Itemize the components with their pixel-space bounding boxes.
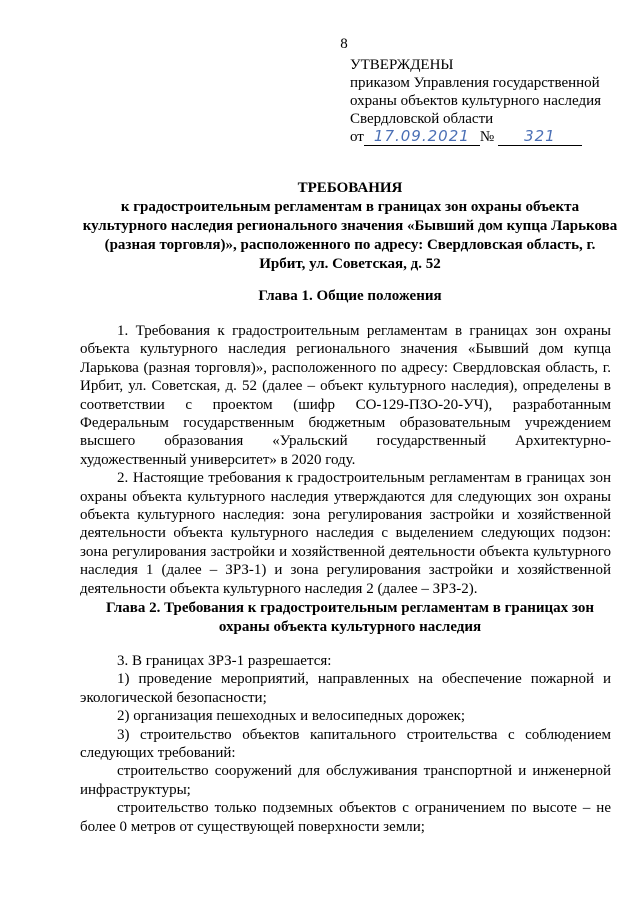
paragraph-2: 2. Настоящие требования к градостроительным регламентам в границах зон охраны объекта культурного наследия утверждаются для следующих зон охраны объекта культурного наследия: зона регулирования застройки и хозяйственной деятельности объекта культурного наследия с выделением следующих подзон: зона регулирования застройки и хозяйственной деятельности объекта культурного наследия 1 (далее – ЗРЗ-1) и зона регулирования застройки и хозяйственной деятельности объекта культурного наследия 2 (далее – ЗРЗ-2). [80,470,611,597]
date-field [364,129,480,146]
list-item-3: 3) строительство объектов капитального строительства с соблюдением следующих требований: [80,726,611,762]
list-item-2: 2) организация пешеходных и велосипедных дорожек; [117,708,466,725]
approval-line-3: Свердловской области [350,111,494,127]
number-label: № [479,129,495,145]
document-title [80,179,620,274]
chapter-2-body [80,652,611,836]
page-number: 8 [340,36,348,52]
title-subtitle: к градостроительным регламентам в границах зон охраны объекта культурного наследия регионального значения «Бывший дом купца Ларькова (разная торговля)», расположенного по адресу: Свердловская область, г. Ирбит, ул. Советская, д. 52 [82,199,618,272]
approval-stamp [350,56,625,146]
number-field [498,129,582,146]
paragraph-3: 3. В границах ЗРЗ-1 разрешается: [117,653,332,669]
title-main: ТРЕБОВАНИЯ [297,180,403,196]
handwritten-date: 17.09.2021 [373,127,470,145]
chapter-1-body [80,322,611,598]
handwritten-number: 321 [524,127,556,145]
approval-heading: УТВЕРЖДЕНЫ [350,57,454,73]
approval-line-2: охраны объектов культурного наследия [350,93,602,109]
list-item-1: 1) проведение мероприятий, направленных на обеспечение пожарной и экологической безопасности; [80,671,611,706]
list-item-4: строительство сооружений для обслуживания транспортной и инженерной инфраструктуры; [80,763,611,798]
paragraph-1: 1. Требования к градостроительным регламентам в границах зон охраны объекта культурного наследия регионального значения «Бывший дом купца Ларькова (разная торговля)», расположенного по адресу: Свердловская область, г. Ирбит, ул. Советская, д. 52 (далее – объект культурного наследия), определены в соответствии с проектом (шифр СО-129-ПЗО-20-УЧ), разработанным Федеральным государственным бюджетным образовательным учреждением высшего образования «Уральский государственный Архитектурно-художественный университет» в 2020 году. [80,323,611,468]
list-item-5: строительство только подземных объектов с ограничением по высоте – не более 0 метров от существующей поверхности земли; [80,800,611,835]
from-label: от [350,129,364,145]
chapter-2-heading: Глава 2. Требования к градостроительным регламентам в границах зон охраны объекта культурного наследия [105,600,595,635]
approval-line-1: приказом Управления государственной [350,75,600,91]
chapter-1-heading: Глава 1. Общие положения [258,288,442,304]
order-date-number-line [350,128,625,146]
